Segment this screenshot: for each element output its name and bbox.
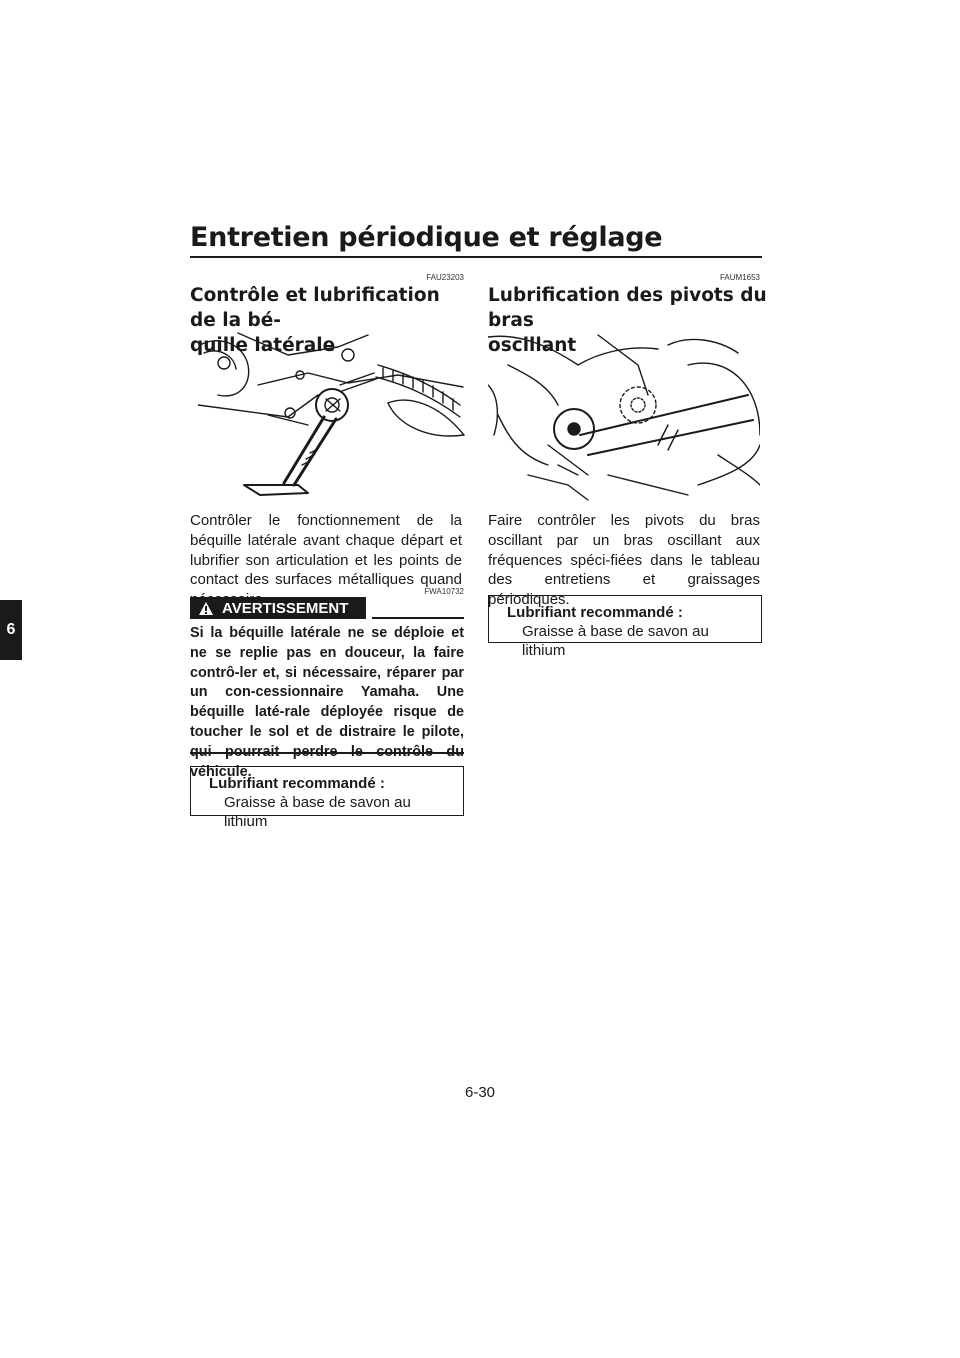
warning-triangle-icon [198, 601, 214, 616]
chapter-tab: 6 [0, 600, 22, 660]
sidestand-illustration [198, 325, 466, 503]
lubricant-box-sidestand [190, 766, 464, 830]
section-title-line: quille latérale [190, 335, 336, 356]
section-title-line: Contrôle et lubrification de la bé- [190, 285, 440, 331]
warning-label-text: AVERTISSEMENT [222, 599, 349, 617]
warning-rule [372, 617, 464, 619]
page-number: 6-30 [464, 1084, 496, 1101]
warning-end-rule [190, 752, 464, 754]
warning-banner [190, 597, 464, 619]
warning-label [190, 597, 366, 619]
section-title-line: Lubrification des pivots du bras [488, 285, 767, 331]
swingarm-illustration [488, 325, 760, 505]
warning-text: Si la béquille latérale ne se déploie et ne se replie pas en douceur, la faire contrô-ler et, si nécessaire, réparer par un con-cessionnaire Yamaha. Une béquille laté-rale déployée risque de toucher le sol et de distraire le pilote, véhicule. [190, 625, 464, 780]
sidestand-instructions: Contrôler le fonctionnement de la béquille latérale avant chaque départ et lubrifier son articulation et les points de contact des surfaces métalliques quand [190, 512, 462, 589]
lubricant-label: Lubrifiant recommandé : [507, 604, 683, 621]
lubricant-value: Graisse à base de savon au lithium [224, 794, 411, 830]
lubricant-box-swingarm [488, 595, 762, 659]
page-title: Entretien périodique et réglage [190, 222, 663, 253]
lubricant-value: Graisse à base de savon au lithium [522, 623, 709, 659]
warning-code: FWA10732 [424, 587, 464, 596]
header-rule [190, 256, 762, 258]
lubricant-label: Lubrifiant recommandé : [209, 775, 385, 792]
section-title-line: oscillant [488, 335, 577, 356]
section-code-sidestand: FAU23203 [426, 273, 464, 282]
swingarm-instructions: Faire contrôler les pivots du bras oscillant par un bras oscillant aux fréquences spéci-fiées dans le tableau des entretiens et graissages périodiques. [488, 512, 760, 609]
section-code-swingarm: FAUM1653 [719, 273, 760, 282]
